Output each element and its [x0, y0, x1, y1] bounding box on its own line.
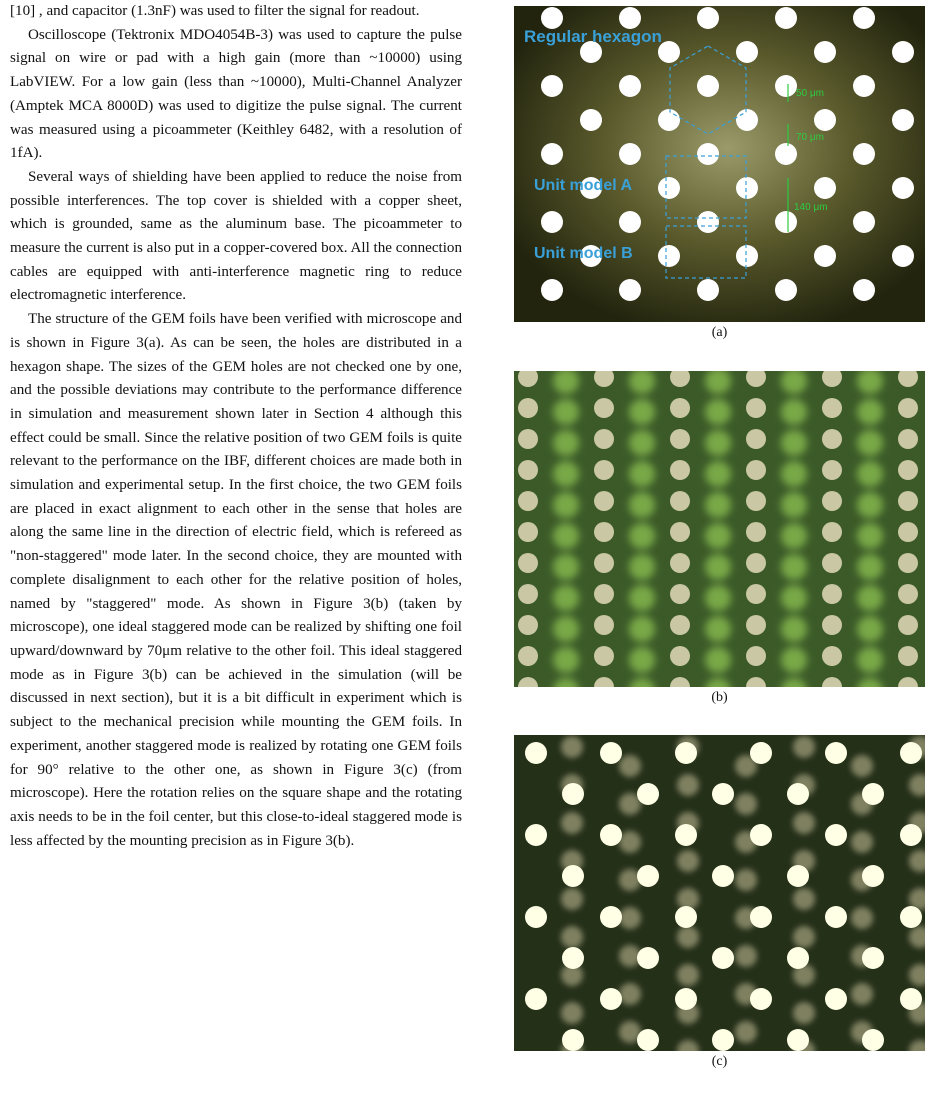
gem-hole: [518, 398, 538, 418]
gem-hole: [746, 584, 766, 604]
blurred-hole: [677, 926, 699, 948]
gem-hole: [619, 143, 641, 165]
blurred-hole: [553, 399, 579, 425]
gem-hole: [594, 553, 614, 573]
gem-hole: [658, 245, 680, 267]
blurred-hole: [677, 850, 699, 872]
gem-hole: [862, 865, 884, 887]
paragraph-3: Several ways of shielding have been applied to reduce the noise from possible interferences. The top cover is shielded with a copper sheet, which is grounded, same as the aluminum base. The picoammeter to measure the current is also put in a copper-covered box. All the connection cables are equipped with anti-interference magnetic ring to reduce electromagnetic interference.: [10, 168, 462, 304]
gem-hole: [775, 7, 797, 29]
gem-hole: [787, 947, 809, 969]
blurred-hole: [735, 945, 757, 967]
blurred-hole: [619, 831, 641, 853]
gem-hole: [853, 143, 875, 165]
blurred-hole: [629, 647, 655, 673]
blurred-hole: [629, 523, 655, 549]
blurred-hole: [705, 616, 731, 642]
gem-hole: [619, 7, 641, 29]
gem-hole: [746, 429, 766, 449]
gem-hole: [525, 906, 547, 928]
gem-hole: [594, 491, 614, 511]
gem-hole: [862, 783, 884, 805]
blurred-hole: [553, 647, 579, 673]
blurred-hole: [857, 585, 883, 611]
gem-hole: [600, 742, 622, 764]
blurred-hole: [705, 554, 731, 580]
blurred-hole: [629, 461, 655, 487]
figure-3b-image: [514, 371, 925, 687]
gem-hole: [853, 211, 875, 233]
gem-hole: [898, 429, 918, 449]
blurred-hole: [705, 461, 731, 487]
gem-hole: [787, 865, 809, 887]
body-text-column: [10, 0, 462, 853]
gem-hole: [853, 75, 875, 97]
gem-hole: [746, 522, 766, 542]
gem-hole: [518, 646, 538, 666]
blurred-hole: [781, 647, 807, 673]
gem-hole: [898, 584, 918, 604]
gem-hole: [822, 491, 842, 511]
gem-hole: [541, 143, 563, 165]
caption-a: (a): [711, 325, 728, 340]
gem-hole: [670, 429, 690, 449]
gem-hole: [697, 75, 719, 97]
gem-hole: [712, 947, 734, 969]
gem-hole: [600, 988, 622, 1010]
gem-hole: [900, 742, 922, 764]
gem-hole: [822, 460, 842, 480]
gem-hole: [736, 41, 758, 63]
gem-hole: [898, 646, 918, 666]
gem-hole: [900, 988, 922, 1010]
gem-hole: [736, 177, 758, 199]
gem-hole: [822, 615, 842, 635]
blurred-hole: [677, 964, 699, 986]
blurred-hole: [553, 492, 579, 518]
blurred-hole: [857, 492, 883, 518]
blurred-hole: [857, 554, 883, 580]
paragraph-1: [10] , and capacitor (1.3nF) was used to filter the signal for readout.: [10, 3, 420, 19]
gem-hole: [775, 143, 797, 165]
blurred-hole: [781, 616, 807, 642]
gem-hole: [822, 429, 842, 449]
gem-hole: [712, 865, 734, 887]
gem-hole: [518, 584, 538, 604]
gem-hole: [594, 398, 614, 418]
blurred-hole: [553, 461, 579, 487]
gem-hole: [594, 646, 614, 666]
gem-hole: [594, 522, 614, 542]
gem-hole: [541, 75, 563, 97]
gem-hole: [518, 429, 538, 449]
gem-hole: [825, 824, 847, 846]
blurred-hole: [793, 812, 815, 834]
gem-hole: [594, 429, 614, 449]
gem-hole: [822, 646, 842, 666]
blurred-hole: [735, 793, 757, 815]
figure-3a: [514, 6, 925, 344]
gem-hole: [594, 460, 614, 480]
blurred-hole: [629, 430, 655, 456]
blurred-hole: [561, 736, 583, 758]
gem-hole: [736, 109, 758, 131]
gem-hole: [892, 177, 914, 199]
gem-hole: [594, 615, 614, 635]
gem-hole: [775, 279, 797, 301]
blurred-hole: [857, 430, 883, 456]
gem-hole: [862, 947, 884, 969]
gem-hole: [619, 75, 641, 97]
blurred-hole: [781, 523, 807, 549]
gem-hole: [746, 460, 766, 480]
gem-hole: [525, 742, 547, 764]
blurred-hole: [553, 585, 579, 611]
blurred-hole: [851, 983, 873, 1005]
gem-hole: [712, 1029, 734, 1051]
gem-hole: [825, 742, 847, 764]
figure-3c: [514, 735, 925, 1073]
gem-hole: [746, 398, 766, 418]
blurred-hole: [705, 647, 731, 673]
blurred-hole: [705, 430, 731, 456]
gem-hole: [637, 947, 659, 969]
gem-hole: [670, 398, 690, 418]
blurred-hole: [793, 888, 815, 910]
paragraph-4: The structure of the GEM foils have been verified with microscope and is shown in Figure 3(a). As can be seen, the holes are distributed in a hexagon shape. The sizes of the GEM holes are not checked one by one, and the possible deviations may contribute to the performance difference in simulation and measurement shown later in Section 4 although this effect could be small. Since the relative position of two GEM foils is quite relevant to the performance on the IBF, different choices are made both in simulation and experimental setup. In the first choice, the two GEM foils are placed in exact alignment to each other in the sense that holes are along the same line in the direction of electric field, which is refereed as "non-staggered" mode later. In the second choice, they are mounted with complete disalignment to each other for the relative position of holes, named by "staggered" mode. As shown in Figure 3(b) (taken by microscope), one ideal staggered mode can be realized by shifting one foil upward/downward by 70μm relative to the other foil. This ideal staggered mode as in Figure 3(b) can be achieved in the simulation (will be discussed in next section), but it is a bit difficult in experiment which is subject to the mechanical precision while mounting the GEM foils. In experiment, another staggered mode is realized by rotating one GEM foils for 90° relative to the other one, as shown in Figure 3(c) (from microscope). Here the rotation relies on the square shape and the rotating axis needs to be in the foil center, but this close-to-ideal staggered mode is less affected by the mounting precision as in Figure 3(b).: [10, 311, 462, 849]
gem-hole: [775, 211, 797, 233]
gem-hole: [787, 1029, 809, 1051]
gem-hole: [670, 491, 690, 511]
gem-hole: [658, 177, 680, 199]
gem-hole: [746, 491, 766, 511]
gem-hole: [892, 109, 914, 131]
gem-hole: [712, 783, 734, 805]
gem-hole: [600, 824, 622, 846]
blurred-hole: [553, 430, 579, 456]
gem-hole: [518, 615, 538, 635]
blurred-hole: [735, 1021, 757, 1043]
gem-hole: [822, 553, 842, 573]
blurred-hole: [735, 869, 757, 891]
gem-hole: [637, 865, 659, 887]
gem-hole: [825, 988, 847, 1010]
blurred-hole: [781, 461, 807, 487]
gem-hole: [541, 279, 563, 301]
blurred-hole: [857, 647, 883, 673]
blurred-hole: [629, 399, 655, 425]
gem-hole: [900, 824, 922, 846]
gem-hole: [670, 553, 690, 573]
gem-hole: [814, 177, 836, 199]
gem-hole: [697, 7, 719, 29]
gem-hole: [750, 906, 772, 928]
gem-hole: [900, 906, 922, 928]
blurred-hole: [781, 554, 807, 580]
gem-hole: [750, 988, 772, 1010]
blurred-hole: [781, 430, 807, 456]
gem-hole: [746, 646, 766, 666]
gem-hole: [637, 783, 659, 805]
gem-hole: [518, 460, 538, 480]
gem-hole: [746, 615, 766, 635]
label-unit-model-a: Unit model A: [534, 177, 633, 194]
gem-hole: [675, 824, 697, 846]
blurred-hole: [561, 1002, 583, 1024]
gem-hole: [892, 245, 914, 267]
gem-hole: [562, 1029, 584, 1051]
gem-hole: [775, 75, 797, 97]
gem-hole: [525, 824, 547, 846]
gem-hole: [862, 1029, 884, 1051]
gem-hole: [898, 615, 918, 635]
figure-3c-image: [514, 735, 925, 1051]
gem-hole: [787, 783, 809, 805]
gem-hole: [541, 211, 563, 233]
blurred-hole: [705, 399, 731, 425]
blurred-hole: [561, 926, 583, 948]
caption-b: (b): [711, 690, 728, 705]
blurred-hole: [851, 755, 873, 777]
gem-hole: [750, 824, 772, 846]
gem-hole: [518, 491, 538, 511]
label-regular-hexagon: Regular hexagon: [524, 27, 662, 46]
blurred-hole: [561, 888, 583, 910]
caption-c: (c): [711, 1054, 728, 1069]
gem-hole: [822, 522, 842, 542]
gem-hole: [898, 460, 918, 480]
blurred-hole: [705, 523, 731, 549]
paragraph-2: Oscilloscope (Tektronix MDO4054B-3) was used to capture the pulse signal on wire or pad with a high gain (more than ~10000) using LabVIEW. For a low gain (less than ~10000), Multi-Channel Analyzer (Amptek MCA 8000D) was used to digitize the pulse signal. The current was measured using a picoammeter (Keithley 6482, with a resolution of 1fA).: [10, 26, 462, 162]
blurred-hole: [851, 831, 873, 853]
blurred-hole: [677, 774, 699, 796]
blurred-hole: [857, 461, 883, 487]
blurred-hole: [781, 585, 807, 611]
gem-hole: [675, 906, 697, 928]
gem-hole: [697, 143, 719, 165]
gem-hole: [594, 584, 614, 604]
gem-hole: [562, 783, 584, 805]
label-unit-model-b: Unit model B: [534, 245, 633, 262]
blurred-hole: [629, 585, 655, 611]
gem-hole: [814, 245, 836, 267]
gem-hole: [898, 491, 918, 511]
gem-hole: [670, 522, 690, 542]
label-140um: 140 μm: [794, 202, 828, 213]
gem-hole: [822, 398, 842, 418]
gem-hole: [675, 988, 697, 1010]
gem-hole: [670, 646, 690, 666]
label-50um: 50 μm: [796, 88, 824, 99]
gem-hole: [619, 211, 641, 233]
gem-hole: [697, 211, 719, 233]
gem-hole: [541, 7, 563, 29]
blurred-hole: [793, 1002, 815, 1024]
blurred-hole: [619, 755, 641, 777]
gem-hole: [518, 522, 538, 542]
gem-hole: [600, 906, 622, 928]
gem-hole: [750, 742, 772, 764]
blurred-hole: [619, 983, 641, 1005]
gem-hole: [580, 109, 602, 131]
blurred-hole: [705, 585, 731, 611]
blurred-hole: [553, 523, 579, 549]
gem-hole: [822, 584, 842, 604]
gem-hole: [670, 460, 690, 480]
gem-hole: [619, 279, 641, 301]
gem-hole: [562, 865, 584, 887]
gem-hole: [562, 947, 584, 969]
gem-hole: [518, 553, 538, 573]
gem-hole: [898, 553, 918, 573]
blurred-hole: [793, 926, 815, 948]
gem-hole: [853, 7, 875, 29]
gem-hole: [697, 279, 719, 301]
label-70um: 70 μm: [796, 132, 824, 143]
blurred-hole: [553, 554, 579, 580]
gem-hole: [637, 1029, 659, 1051]
blurred-hole: [781, 492, 807, 518]
blurred-hole: [781, 399, 807, 425]
figure-3b: [514, 371, 925, 709]
blurred-hole: [629, 554, 655, 580]
blurred-hole: [629, 492, 655, 518]
gem-hole: [814, 109, 836, 131]
blurred-hole: [561, 812, 583, 834]
gem-hole: [746, 553, 766, 573]
gem-hole: [814, 41, 836, 63]
gem-hole: [670, 615, 690, 635]
blurred-hole: [857, 616, 883, 642]
blurred-hole: [705, 492, 731, 518]
gem-hole: [892, 41, 914, 63]
blurred-hole: [851, 907, 873, 929]
blurred-hole: [857, 399, 883, 425]
gem-hole: [670, 584, 690, 604]
gem-hole: [525, 988, 547, 1010]
gem-hole: [736, 245, 758, 267]
gem-hole: [853, 279, 875, 301]
blurred-hole: [619, 907, 641, 929]
blurred-hole: [629, 616, 655, 642]
gem-hole: [898, 398, 918, 418]
blurred-hole: [553, 616, 579, 642]
gem-hole: [825, 906, 847, 928]
gem-hole: [675, 742, 697, 764]
gem-hole: [658, 109, 680, 131]
gem-hole: [898, 522, 918, 542]
blurred-hole: [857, 523, 883, 549]
figure-3a-image: [514, 6, 925, 322]
blurred-hole: [793, 736, 815, 758]
